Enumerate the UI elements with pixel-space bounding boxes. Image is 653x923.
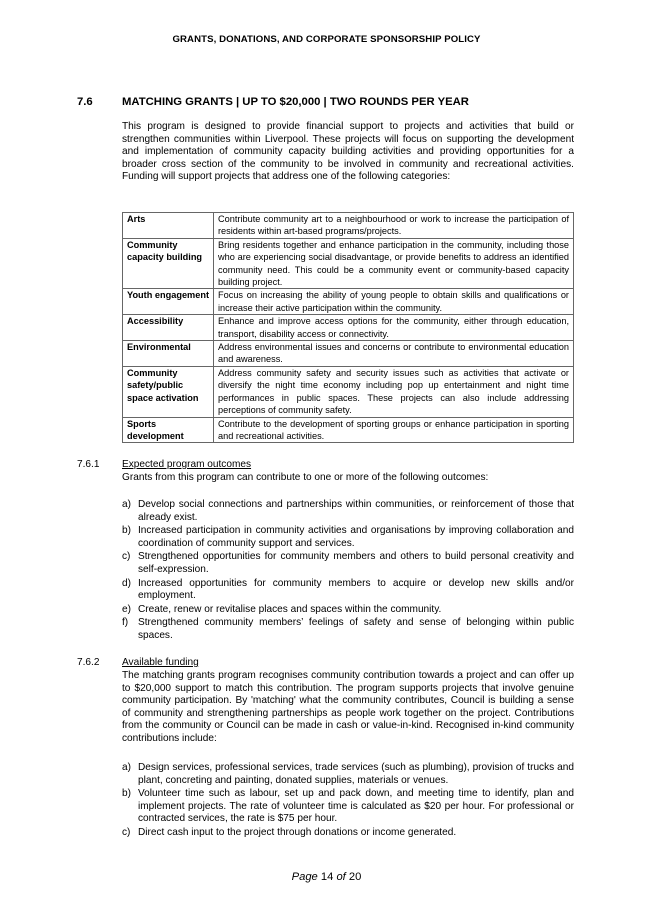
- list-text: Design services, professional services, trade services (such as plumbing), provision of trucks and plant, concreting and painting, donated supplies, materials or venues.: [138, 762, 574, 786]
- table-row: [123, 417, 574, 443]
- list-item: [122, 788, 574, 826]
- list-label: c): [122, 551, 131, 563]
- outcomes-list: [122, 499, 574, 643]
- subsection-intro: The matching grants program recognises community contribution towards a project and can offer up to $20,000 support to match this contribution. The program supports projects that involve genuine community participation. By 'matching' what the community contributes, Council is building a sense of community and strengthening partnerships as people work together on the project. Contributions from the community or Council can be made in cash or value-in-kind. Recognised in-kind community contributions include:: [122, 670, 574, 744]
- page-word: Page: [291, 871, 318, 883]
- subsection-title: Expected program outcomes: [122, 459, 252, 470]
- category-name: Sports development: [123, 417, 214, 443]
- list-item: [122, 617, 574, 642]
- list-label: b): [122, 525, 131, 537]
- category-name: Community capacity building: [123, 238, 214, 289]
- table-row: [123, 315, 574, 341]
- category-description: Address environmental issues and concerns or contribute to environmental education and awareness.: [214, 341, 574, 367]
- category-name: Accessibility: [123, 315, 214, 341]
- list-label: a): [122, 499, 131, 510]
- list-item: [122, 604, 574, 617]
- list-label: f): [122, 617, 129, 629]
- list-text: Volunteer time such as labour, set up and pack down, and meeting time to identify, plan and implement projects. The rate of volunteer time is calculated as $20 per hour. For professional or contracted services, the rate is $75 per hour.: [138, 788, 574, 825]
- category-description: Contribute to the development of sporting groups or enhance participation in sporting and recreational activities.: [214, 417, 574, 443]
- list-text: Create, renew or revitalise places and spaces within the community.: [138, 603, 442, 615]
- of-word: of: [336, 871, 346, 883]
- list-text: Direct cash input to the project through donations or income generated.: [138, 826, 457, 838]
- table-row: [123, 238, 574, 289]
- table-row: [123, 366, 574, 417]
- list-text: Increased participation in community activities and organisations by improving collaboration and coordination of community support and services.: [138, 525, 574, 549]
- page-total: 20: [348, 871, 362, 883]
- list-item: [122, 578, 574, 603]
- table-row: [123, 289, 574, 315]
- subsection-intro: Grants from this program can contribute to one or more of the following outcomes:: [122, 472, 489, 483]
- subsection-number: 7.6.2: [77, 657, 100, 668]
- list-item: [122, 762, 574, 787]
- table-row: [123, 213, 574, 239]
- categories-table: [122, 212, 574, 443]
- list-text: Increased opportunities for community members to acquire or develop new skills and/or employment.: [138, 577, 574, 602]
- category-description: Enhance and improve access options for the community, either through education, transport, disability access or connectivity.: [214, 315, 574, 341]
- list-label: c): [122, 826, 131, 838]
- in-kind-list: [122, 762, 574, 840]
- category-name: Youth engagement: [123, 289, 214, 315]
- page-footer: [0, 871, 653, 883]
- list-text: Strengthened opportunities for community members and others to build personal creativity and self-expression.: [138, 551, 574, 575]
- list-item: [122, 499, 574, 524]
- list-item: [122, 827, 574, 840]
- page-number: 14: [320, 871, 334, 883]
- list-label: a): [122, 762, 131, 773]
- category-description: Focus on increasing the ability of young people to obtain skills and qualifications or increase their active participation within the community.: [214, 289, 574, 315]
- category-description: Bring residents together and enhance participation in the community, including those who are experiencing social disadvantage, or provide benefits to address an identified community need. This could be a community event or community-based capacity building project.: [214, 238, 574, 289]
- category-description: Address community safety and security issues such as activities that activate or diversify the night time economy including pop up entertainment and night time performances in public spaces. These projects can also include addressing perceptions of community safety.: [214, 366, 574, 417]
- category-description: Contribute community art to a neighbourhood or work to increase the participation of residents within art-based programs/projects.: [214, 213, 574, 239]
- list-item: [122, 551, 574, 576]
- category-name: Arts: [123, 213, 214, 239]
- list-text: Strengthened community members’ feelings of safety and sense of belonging within public spaces.: [138, 617, 574, 641]
- subsection-title: Available funding: [122, 657, 199, 668]
- list-item: [122, 525, 574, 550]
- section-intro: This program is designed to provide financial support to projects and activities that build or strengthen communities within Liverpool. These projects will focus on supporting the development and implementation of community capacity building activities and providing opportunities for a broader cross section of the community to be involved in community and recreational activities. Funding will support projects that address one of the following categories:: [122, 121, 574, 183]
- list-label: b): [122, 788, 131, 800]
- section-number: 7.6: [77, 96, 93, 108]
- category-name: Environmental: [123, 341, 214, 367]
- list-text: Develop social connections and partnerships within communities, or reinforcement of those that already exist.: [138, 499, 574, 523]
- subsection-number: 7.6.1: [77, 459, 100, 470]
- table-row: [123, 341, 574, 367]
- running-header: GRANTS, DONATIONS, AND CORPORATE SPONSORSHIP POLICY: [172, 34, 481, 45]
- list-label: e): [122, 603, 131, 615]
- section-title: MATCHING GRANTS | UP TO $20,000 | TWO ROUNDS PER YEAR: [122, 96, 469, 108]
- list-label: d): [122, 577, 131, 589]
- category-name: Community safety/public space activation: [123, 366, 214, 417]
